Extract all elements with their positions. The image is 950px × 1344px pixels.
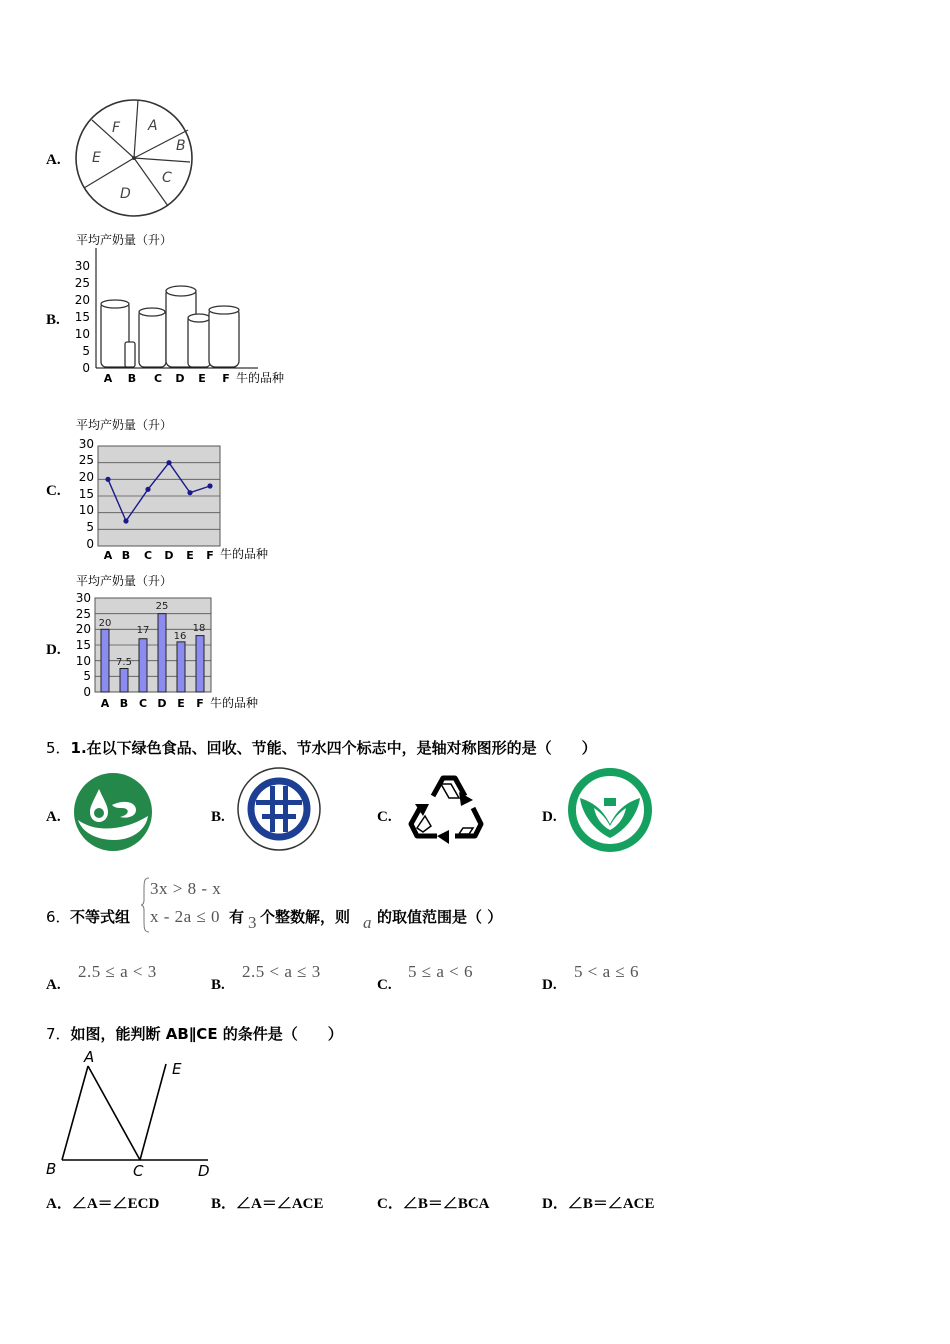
q4-option-b-label: B. — [46, 312, 60, 328]
chart-d-bar — [120, 669, 128, 693]
jar-a-lid — [101, 300, 129, 308]
chart-d-xtick: E — [177, 697, 185, 710]
q7-option-b-text: ∠A＝∠ACE — [236, 1196, 324, 1212]
q6-option-b-label: B. — [211, 977, 225, 993]
jar-e — [188, 316, 210, 367]
q7-option-c-label: C． — [377, 1196, 403, 1212]
point-label-c: C — [133, 1162, 144, 1180]
recycle-arrows-icon — [403, 770, 487, 852]
q6-option-d-label: D. — [542, 977, 557, 993]
chart-b-xtick: A — [103, 372, 113, 385]
chart-c-data-point — [105, 477, 110, 482]
chart-b-xtick: F — [222, 372, 230, 385]
q7-option-d — [542, 1192, 655, 1213]
q6-option-a-expr: 2.5 ≤ a < 3 — [78, 962, 157, 981]
q7-option-c — [377, 1192, 490, 1213]
chart-c-ytick: 0 — [86, 537, 94, 551]
chart-b-ytick: 25 — [74, 276, 90, 290]
chart-c-xtick: C — [143, 549, 153, 562]
q6-option-c-label: C. — [377, 977, 392, 993]
chart-d-ytick: 15 — [75, 638, 91, 652]
chart-d-bar — [158, 614, 166, 692]
q6-number: 6． — [46, 908, 71, 926]
q5-text: 1.在以下绿色食品、回收、节能、节水四个标志中，是轴对称图形的是（ ） — [70, 739, 597, 757]
q7-text: 如图，能判断 AB∥CE 的条件是（ ） — [70, 1025, 343, 1043]
chart-d-value-label: 16 — [173, 631, 187, 642]
pie-slice-label-d: D — [120, 186, 131, 202]
chart-c-ytick: 10 — [78, 503, 94, 517]
q4-option-a-pie-chart — [70, 96, 200, 220]
chart-d-ylabel: 平均产奶量（升） — [76, 574, 173, 588]
chart-b-ylabel: 平均产奶量（升） — [76, 233, 173, 247]
chart-b-ytick: 5 — [82, 344, 90, 358]
jar-b — [125, 342, 135, 367]
q7-option-d-text: ∠B＝∠ACE — [567, 1196, 655, 1212]
q4-option-d-label: D. — [46, 642, 61, 658]
point-label-b: B — [46, 1160, 57, 1178]
chart-c-data-point — [123, 518, 128, 523]
point-label-a: A — [84, 1048, 95, 1066]
q6-variable: a — [363, 913, 372, 932]
chart-c-data-point — [187, 490, 192, 495]
chart-d-xtick: A — [100, 697, 110, 710]
point-label-d: D — [198, 1162, 210, 1180]
chart-b-ytick: 0 — [82, 361, 90, 375]
chart-b-xtick: B — [127, 372, 137, 385]
q6-option-b-expr: 2.5 < a ≤ 3 — [242, 962, 321, 981]
jar-d-lid — [166, 286, 196, 296]
chart-c-data-point — [207, 483, 212, 488]
chart-d-value-label: 18 — [192, 623, 206, 634]
jar-f-lid — [209, 306, 239, 314]
chart-b-ytick: 20 — [74, 293, 90, 307]
q6-option-d-expr: 5 < a ≤ 6 — [574, 962, 639, 981]
chart-d-value-label: 20 — [98, 618, 112, 629]
chart-b-ytick: 15 — [74, 310, 90, 324]
chart-b-ytick: 10 — [74, 327, 90, 341]
system-brace — [140, 876, 150, 934]
q4-option-d-bar-chart — [68, 570, 288, 716]
q7-geometry-figure — [40, 1048, 220, 1180]
q4-option-b-pictograph — [68, 230, 308, 390]
q7-option-a-text: ∠A＝∠ECD — [71, 1196, 160, 1212]
pie-slice-label-b: B — [176, 138, 186, 154]
chart-c-ytick: 30 — [78, 437, 94, 451]
chart-d-value-label: 17 — [136, 625, 150, 636]
chart-b-xlabel: 牛的品种 — [236, 371, 285, 385]
chart-c-xtick: A — [103, 549, 113, 562]
q5-option-c-label: C. — [377, 809, 392, 825]
chart-d-bar — [101, 629, 109, 692]
chart-c-xtick: D — [164, 549, 174, 562]
chart-c-ytick: 5 — [86, 520, 94, 534]
chart-b-xtick: E — [198, 372, 206, 385]
q6-suffix: 的取值范围是（ ） — [377, 908, 503, 926]
pie-slice-label-a: A — [148, 118, 158, 134]
q4-option-a-label: A. — [46, 152, 61, 168]
ray-ce — [140, 1064, 166, 1160]
q5-option-b-label: B. — [211, 809, 225, 825]
q7-option-b — [211, 1192, 324, 1213]
q6-inequality-2: x - 2a ≤ 0 — [150, 907, 221, 926]
q6-count: 3 — [248, 913, 257, 932]
chart-d-ytick: 5 — [83, 669, 91, 683]
chart-d-bar — [139, 639, 147, 692]
chart-d-xtick: B — [119, 697, 129, 710]
q5-number: 5． — [46, 739, 71, 757]
chart-c-xtick: E — [186, 549, 194, 562]
segment-ac — [88, 1066, 140, 1160]
jar-c — [139, 310, 166, 367]
q5-option-a-label: A. — [46, 809, 61, 825]
chart-d-value-label: 7.5 — [116, 657, 132, 668]
q6-option-c-expr: 5 ≤ a < 6 — [408, 962, 473, 981]
chart-c-ytick: 15 — [78, 487, 94, 501]
recycling-emblem-logo — [236, 766, 322, 852]
q7-option-a — [46, 1192, 159, 1213]
q4-option-c-label: C. — [46, 483, 61, 499]
q7-number: 7． — [46, 1025, 71, 1043]
green-food-logo — [72, 772, 154, 852]
chart-d-ytick: 10 — [75, 654, 91, 668]
pie-slice-label-f: F — [112, 120, 121, 136]
q7-option-b-label: B． — [211, 1196, 237, 1212]
jar-e-lid — [188, 314, 210, 322]
chart-d-xtick: F — [196, 697, 204, 710]
chart-b-xtick: C — [153, 372, 163, 385]
chart-b-xtick: D — [175, 372, 185, 385]
chart-c-ylabel: 平均产奶量（升） — [76, 418, 173, 432]
chart-c-data-point — [145, 487, 150, 492]
chart-d-ytick: 20 — [75, 622, 91, 636]
chart-d-xtick: D — [157, 697, 167, 710]
pie-slice-label-e: E — [92, 150, 101, 166]
chart-d-xtick: C — [138, 697, 148, 710]
q7-option-c-text: ∠B＝∠BCA — [402, 1196, 490, 1212]
chart-c-ytick: 20 — [78, 470, 94, 484]
q5-option-d-label: D. — [542, 809, 557, 825]
q6-mid-2: 个整数解，则 — [260, 908, 351, 926]
jar-c-lid — [139, 308, 165, 316]
chart-c-xlabel: 牛的品种 — [220, 547, 269, 561]
chart-c-xtick: B — [121, 549, 131, 562]
chart-d-xlabel: 牛的品种 — [210, 696, 259, 710]
chart-d-ytick: 0 — [83, 685, 91, 699]
q5-stem — [46, 737, 597, 758]
segment-ab — [62, 1066, 88, 1160]
q6-option-a-label: A. — [46, 977, 61, 993]
q4-option-c-line-chart — [68, 414, 298, 564]
q6-mid-1: 有 — [229, 908, 245, 926]
chart-c-ytick: 25 — [78, 453, 94, 467]
q7-option-a-label: A． — [46, 1196, 72, 1212]
q7-option-d-label: D． — [542, 1196, 568, 1212]
energy-saving-logo — [568, 768, 652, 852]
jar-f — [209, 308, 239, 367]
q7-stem — [46, 1023, 343, 1044]
chart-c-data-point — [166, 460, 171, 465]
pie-slice-label-c: C — [162, 170, 172, 186]
chart-b-ytick: 30 — [74, 259, 90, 273]
chart-c-xtick: F — [206, 549, 214, 562]
q6-inequality-1: 3x > 8 - x — [150, 879, 222, 898]
chart-d-ytick: 25 — [75, 607, 91, 621]
chart-d-ytick: 30 — [75, 591, 91, 605]
q6-prefix: 不等式组 — [70, 908, 131, 926]
chart-d-value-label: 25 — [155, 601, 169, 612]
chart-d-bar — [177, 642, 185, 692]
chart-d-bar — [196, 636, 204, 692]
point-label-e: E — [172, 1060, 182, 1078]
